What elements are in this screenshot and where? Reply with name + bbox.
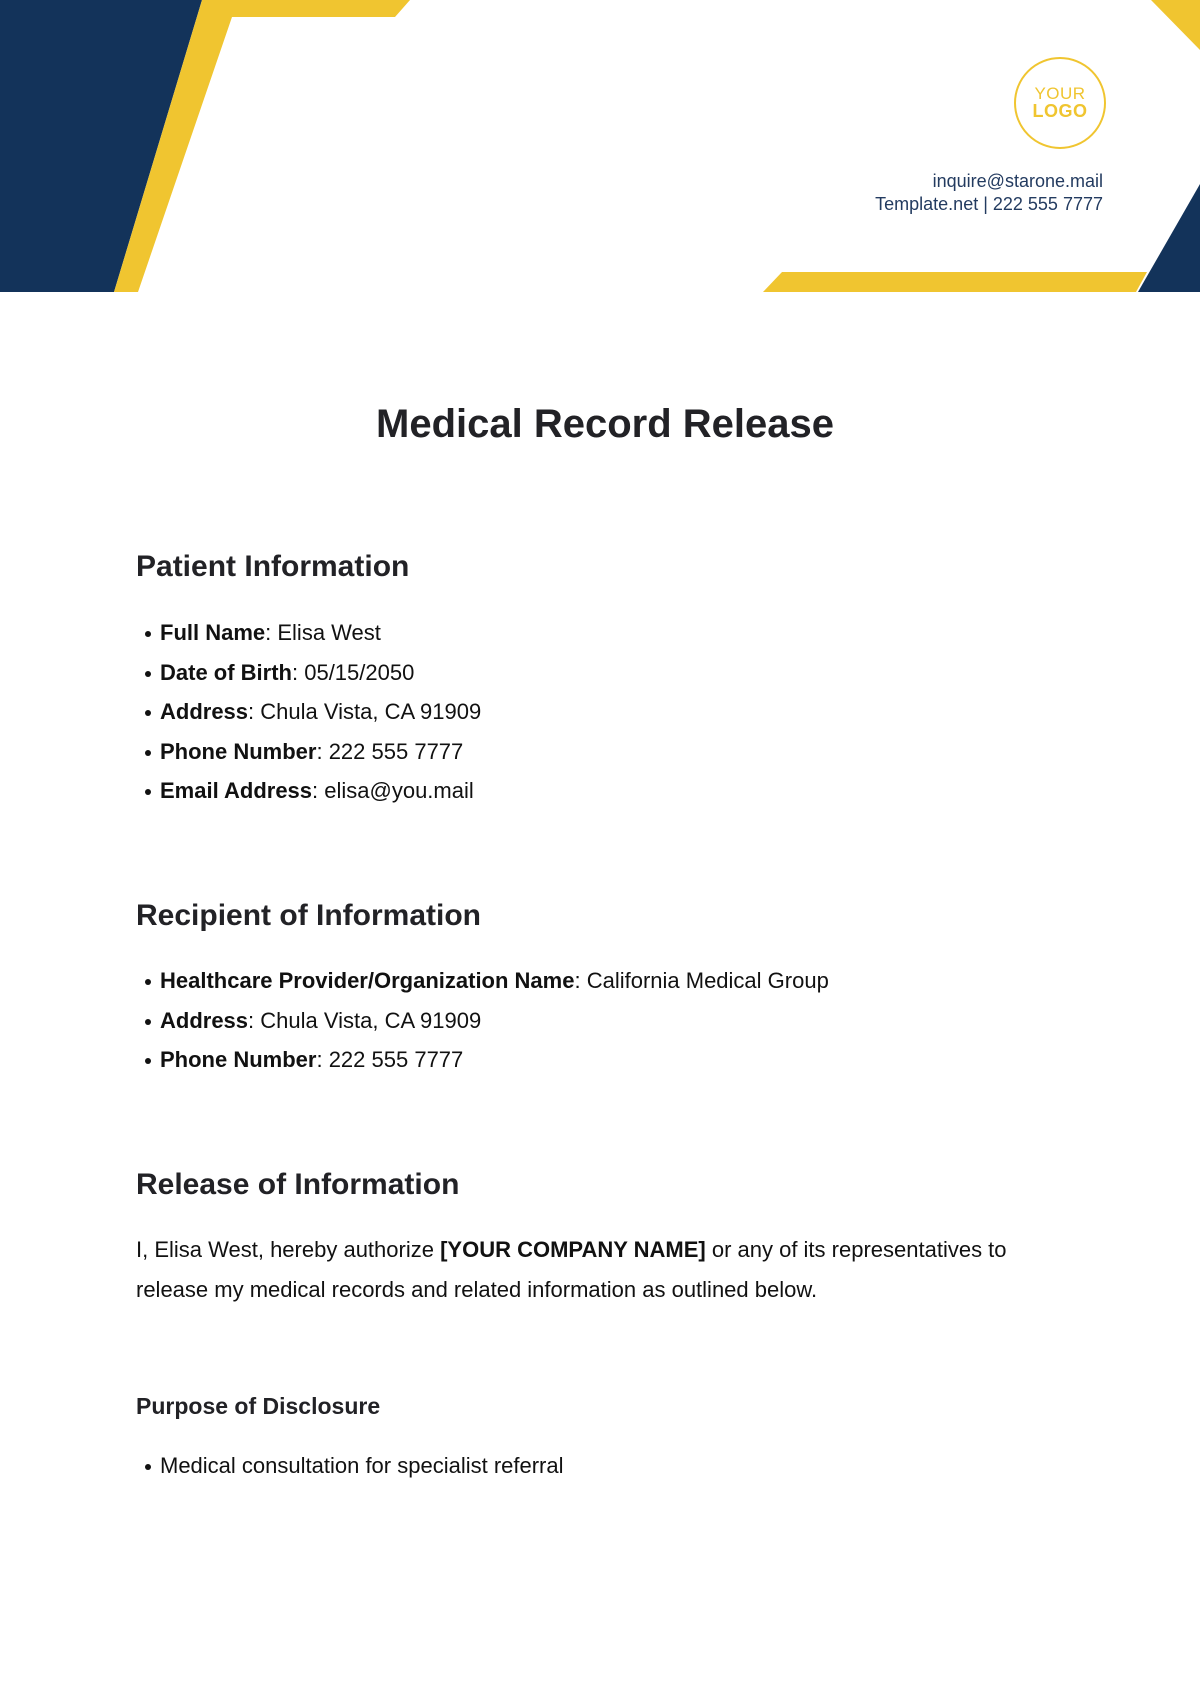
- list-item: [136, 653, 481, 693]
- header-navy-corner-bottom-right: [1138, 184, 1200, 292]
- field-value: : Chula Vista, CA 91909: [248, 699, 482, 724]
- list-item: [136, 732, 481, 772]
- list-item: [136, 1446, 564, 1486]
- header-yellow-corner-top-right: [1151, 0, 1200, 50]
- list-item: [136, 771, 481, 811]
- recipient-info-heading: Recipient of Information: [136, 899, 481, 932]
- field-label: Date of Birth: [160, 659, 292, 685]
- field-label: Address: [160, 1007, 249, 1033]
- release-text-before: I, Elisa West, hereby authorize: [136, 1237, 441, 1262]
- logo-placeholder: [1014, 57, 1106, 149]
- release-info-heading: Release of Information: [136, 1168, 460, 1201]
- recipient-info-list: [136, 961, 829, 1080]
- field-label: Full Name: [160, 620, 266, 645]
- list-item: [136, 1001, 829, 1041]
- header-decoration: [0, 0, 1200, 292]
- list-item: [136, 613, 481, 653]
- purpose-heading: Purpose of Disclosure: [136, 1393, 381, 1419]
- field-value: : 05/15/2050: [292, 659, 415, 685]
- purpose-item: Medical consultation for specialist referral: [160, 1453, 564, 1478]
- field-label: Phone Number: [160, 1047, 317, 1072]
- contact-email: inquire@starone.mail: [932, 171, 1103, 191]
- logo-text-bottom: LOGO: [1032, 101, 1088, 122]
- list-item: [136, 1040, 829, 1080]
- list-item: [136, 692, 481, 732]
- document-title: Medical Record Release: [376, 402, 834, 446]
- contact-info: [875, 170, 1103, 216]
- release-text-after: or any of its representatives to release my medical records and related information as outlined below.: [136, 1237, 1007, 1302]
- field-value: : 222 555 7777: [316, 1047, 464, 1072]
- field-value: : Elisa West: [265, 620, 381, 645]
- field-label: Healthcare Provider/Organization Name: [160, 968, 575, 993]
- purpose-list: [136, 1446, 564, 1486]
- company-name-placeholder: [YOUR COMPANY NAME]: [440, 1237, 706, 1262]
- logo-text-top: YOUR: [1034, 83, 1086, 103]
- patient-info-list: [136, 613, 481, 811]
- field-label: Address: [160, 699, 249, 724]
- field-label: Email Address: [160, 778, 313, 803]
- field-value: : 222 555 7777: [316, 738, 464, 764]
- header-yellow-bar-bottom-right: [763, 272, 1147, 292]
- contact-site-phone: Template.net | 222 555 7777: [875, 194, 1103, 214]
- release-statement: [136, 1230, 1076, 1309]
- field-value: : Chula Vista, CA 91909: [248, 1007, 482, 1033]
- patient-info-heading: Patient Information: [136, 550, 410, 583]
- field-label: Phone Number: [160, 738, 317, 764]
- list-item: [136, 961, 829, 1001]
- field-value: : elisa@you.mail: [312, 778, 474, 803]
- field-value: : California Medical Group: [574, 968, 829, 993]
